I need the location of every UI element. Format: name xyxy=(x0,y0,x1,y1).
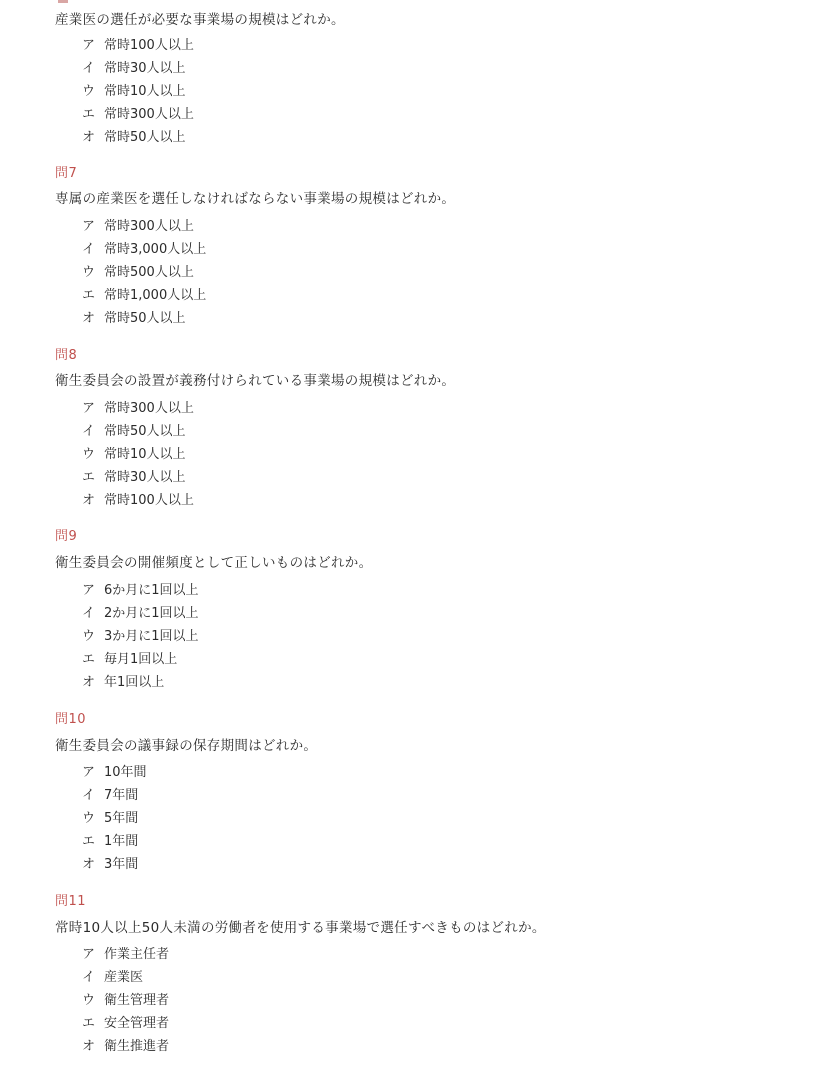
option-text: 常時10人以上 xyxy=(104,447,186,462)
answer-option xyxy=(82,628,199,646)
option-key: イ xyxy=(82,424,96,439)
option-key: エ xyxy=(82,288,96,303)
answer-option xyxy=(82,469,186,487)
option-key: イ xyxy=(82,61,96,76)
question-text: 産業医の選任が必要な事業場の規模はどれか。 xyxy=(55,12,345,28)
question-text: 衛生委員会の開催頻度として正しいものはどれか。 xyxy=(55,555,373,571)
answer-option xyxy=(82,651,177,669)
answer-option xyxy=(82,946,169,964)
option-text: 衛生推進者 xyxy=(104,1039,170,1054)
option-text: 6か月に1回以上 xyxy=(104,583,199,598)
option-text: 毎月1回以上 xyxy=(104,652,178,667)
option-text: 安全管理者 xyxy=(104,1016,170,1031)
answer-option xyxy=(82,1038,169,1056)
option-text: 常時300人以上 xyxy=(104,107,194,122)
answer-option xyxy=(82,992,169,1010)
option-key: エ xyxy=(82,834,96,849)
option-key: エ xyxy=(82,1016,96,1031)
option-key: ア xyxy=(82,219,96,234)
option-text: 衛生管理者 xyxy=(104,993,170,1008)
answer-option xyxy=(82,241,206,259)
option-key: ウ xyxy=(82,993,96,1008)
answer-option xyxy=(82,129,186,147)
option-text: 作業主任者 xyxy=(104,947,170,962)
question-text: 常時10人以上50人未満の労働者を使用する事業場で選任すべきものはどれか。 xyxy=(55,920,546,936)
answer-option xyxy=(82,787,138,805)
answer-option xyxy=(82,582,199,600)
question-text: 専属の産業医を選任しなければならない事業場の規模はどれか。 xyxy=(55,191,456,207)
answer-option xyxy=(82,833,138,851)
option-key: ア xyxy=(82,947,96,962)
answer-option xyxy=(82,423,186,441)
option-text: 常時3,000人以上 xyxy=(104,242,207,257)
option-text: 常時10人以上 xyxy=(104,84,186,99)
option-text: 常時300人以上 xyxy=(104,219,194,234)
option-text: 常時50人以上 xyxy=(104,311,186,326)
answer-option xyxy=(82,37,194,55)
option-key: エ xyxy=(82,107,96,122)
option-key: オ xyxy=(82,857,96,872)
option-key: イ xyxy=(82,242,96,257)
option-key: オ xyxy=(82,493,96,508)
option-key: エ xyxy=(82,652,96,667)
option-key: ウ xyxy=(82,629,96,644)
option-text: 3か月に1回以上 xyxy=(104,629,199,644)
option-text: 5年間 xyxy=(104,811,139,826)
question-text: 衛生委員会の設置が義務付けられている事業場の規模はどれか。 xyxy=(55,373,456,389)
option-key: イ xyxy=(82,606,96,621)
option-text: 常時50人以上 xyxy=(104,130,186,145)
answer-option xyxy=(82,446,186,464)
answer-option xyxy=(82,856,138,874)
option-key: ア xyxy=(82,583,96,598)
option-text: 常時30人以上 xyxy=(104,470,186,485)
answer-option xyxy=(82,264,194,282)
option-text: 常時500人以上 xyxy=(104,265,194,280)
option-text: 常時1,000人以上 xyxy=(104,288,207,303)
answer-option xyxy=(82,400,194,418)
option-text: 常時50人以上 xyxy=(104,424,186,439)
answer-option xyxy=(82,492,194,510)
option-text: 産業医 xyxy=(104,970,144,985)
option-key: ア xyxy=(82,401,96,416)
question-number: 問8 xyxy=(55,348,78,363)
option-key: オ xyxy=(82,311,96,326)
option-text: 2か月に1回以上 xyxy=(104,606,199,621)
cropped-question-label-mark xyxy=(58,0,68,3)
option-key: ウ xyxy=(82,447,96,462)
option-text: 常時300人以上 xyxy=(104,401,194,416)
option-key: エ xyxy=(82,470,96,485)
answer-option xyxy=(82,605,199,623)
answer-option xyxy=(82,106,194,124)
answer-option xyxy=(82,287,206,305)
answer-option xyxy=(82,310,186,328)
option-key: ウ xyxy=(82,265,96,280)
option-key: ウ xyxy=(82,811,96,826)
answer-option xyxy=(82,218,194,236)
answer-option xyxy=(82,810,138,828)
answer-option xyxy=(82,83,186,101)
question-number: 問10 xyxy=(55,712,87,727)
option-key: オ xyxy=(82,1039,96,1054)
question-number: 問9 xyxy=(55,529,78,544)
answer-option xyxy=(82,60,186,78)
option-key: オ xyxy=(82,130,96,145)
answer-option xyxy=(82,969,143,987)
option-key: イ xyxy=(82,970,96,985)
question-number: 問7 xyxy=(55,166,78,181)
option-text: 年1回以上 xyxy=(104,675,165,690)
option-text: 常時100人以上 xyxy=(104,38,194,53)
answer-option xyxy=(82,764,147,782)
question-text: 衛生委員会の議事録の保存期間はどれか。 xyxy=(55,738,318,754)
question-number: 問11 xyxy=(55,894,87,909)
answer-option xyxy=(82,1015,169,1033)
option-key: ウ xyxy=(82,84,96,99)
option-text: 常時100人以上 xyxy=(104,493,194,508)
option-text: 1年間 xyxy=(104,834,139,849)
option-key: ア xyxy=(82,765,96,780)
answer-option xyxy=(82,674,164,692)
option-key: オ xyxy=(82,675,96,690)
option-text: 10年間 xyxy=(104,765,147,780)
option-text: 常時30人以上 xyxy=(104,61,186,76)
option-text: 7年間 xyxy=(104,788,139,803)
option-key: イ xyxy=(82,788,96,803)
option-key: ア xyxy=(82,38,96,53)
option-text: 3年間 xyxy=(104,857,139,872)
